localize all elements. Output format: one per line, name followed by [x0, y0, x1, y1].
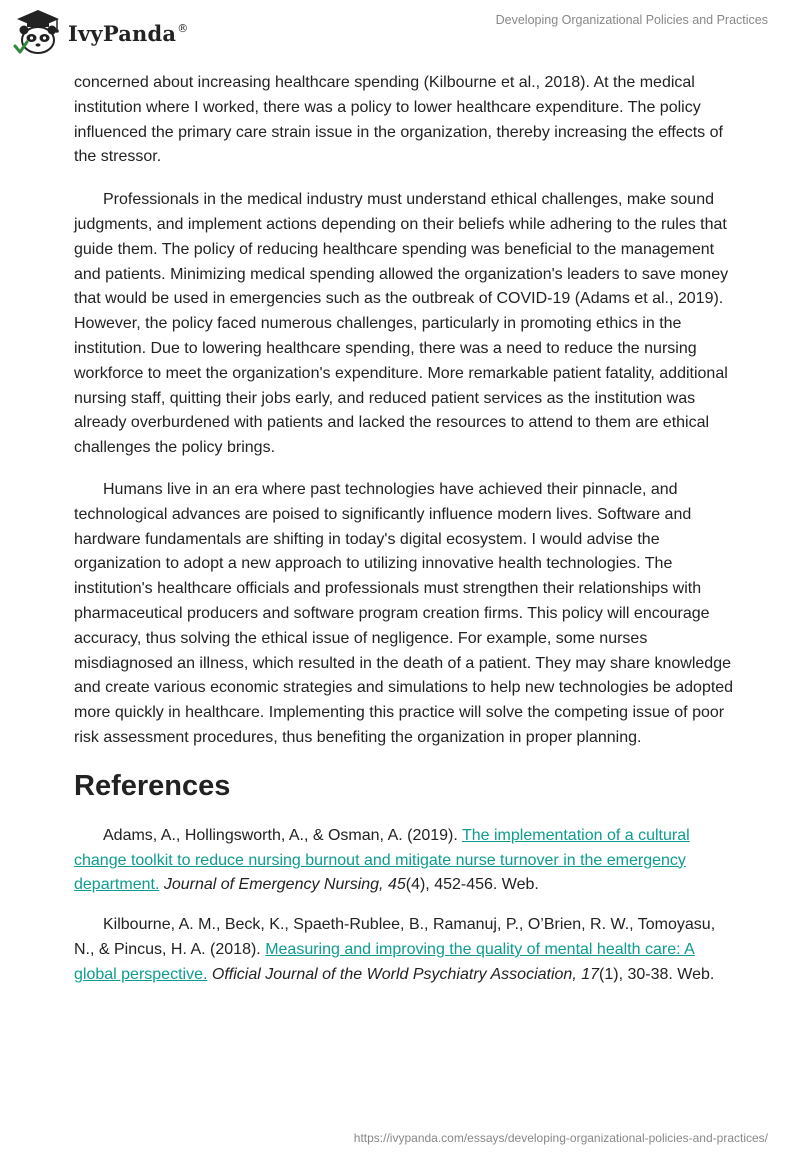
- reference-journal: Journal of Emergency Nursing,: [163, 876, 384, 894]
- reference-entry: [74, 913, 734, 987]
- reference-volume: 17: [581, 965, 600, 983]
- essay-content: [74, 71, 734, 1003]
- reference-entry: [74, 824, 734, 898]
- registered-mark: ®: [177, 21, 189, 35]
- reference-journal: Official Journal of the World Psychiatry Association,: [211, 965, 577, 983]
- brand-name: IvyPanda®: [68, 20, 189, 46]
- references-heading: References: [74, 769, 231, 802]
- source-url[interactable]: https://ivypanda.com/essays/developing-organizational-policies-and-practices/: [353, 1131, 768, 1145]
- document-title: Developing Organizational Policies and Practices: [495, 13, 768, 27]
- page-header: [0, 0, 800, 70]
- reference-authors: Kilbourne, A. M., Beck, K., Spaeth-Rublee, B., Ramanuj, P., O’Brien, R. W., Tomoyasu, N., & Pincus, H. A. (2018).: [74, 916, 716, 958]
- body-paragraph: concerned about increasing healthcare spending (Kilbourne et al., 2018). At the medical institution where I worked, there was a policy to lower healthcare expenditure. The policy influenced the primary care strain issue in the organization, thereby increasing the effects of the stressor.: [74, 74, 723, 166]
- reference-link[interactable]: The implementation of a cultural change toolkit to reduce nursing burnout and mitigate nurse turnover in the emergency department.: [74, 826, 690, 894]
- reference-authors: Adams, A., Hollingsworth, A., & Osman, A. (2019).: [103, 826, 462, 844]
- body-paragraph: Professionals in the medical industry must understand ethical challenges, make sound judgments, and implement actions depending on their beliefs while adhering to the rules that guide them. The policy of reducing healthcare spending was beneficial to the management and patients. Minimizing medical spending allowed the organization's leaders to save money that would be used in emergencies such as the outbreak of COVID-19 (Adams et al., 2019). However, the policy faced numerous challenges, particularly in promoting ethics in the institution. Due to lowering healthcare spending, there was a need to reduce the nursing workforce to meet the organization's expenditure. More remarkable patient fatality, additional nursing staff, quitting their jobs early, and reduced patient services as the institution was already overburdened with patients and lacked the resources to attend to them are ethical challenges the policy brings.: [74, 191, 729, 457]
- panda-graduate-logo-icon: [12, 8, 64, 58]
- reference-link[interactable]: Measuring and improving the quality of mental health care: A global perspective.: [74, 940, 695, 983]
- body-paragraph: Humans live in an era where past technologies have achieved their pinnacle, and technological advances are poised to significantly influence modern lives. Software and hardware fundamentals are shifting in today's digital ecosystem. I would advise the organization to adopt a new approach to utilizing innovative health technologies. The institution's healthcare officials and professionals must strengthen their relationships with pharmaceutical producers and software program creation firms. This policy will encourage accuracy, thus solving the ethical issue of negligence. For example, some nurses misdiagnosed an illness, which resulted in the death of a patient. They may share knowledge and create various economic strategies and simulations to help new technologies be adopted more quickly in healthcare. Implementing this practice will solve the competing issue of poor risk assessment procedures, thus benefiting the organization in proper planning.: [74, 480, 734, 746]
- reference-issue-pages: (4), 452-456. Web.: [405, 876, 539, 894]
- reference-volume: 45: [387, 876, 406, 894]
- brand-logo[interactable]: [12, 8, 188, 58]
- reference-issue-pages: (1), 30-38. Web.: [599, 965, 715, 983]
